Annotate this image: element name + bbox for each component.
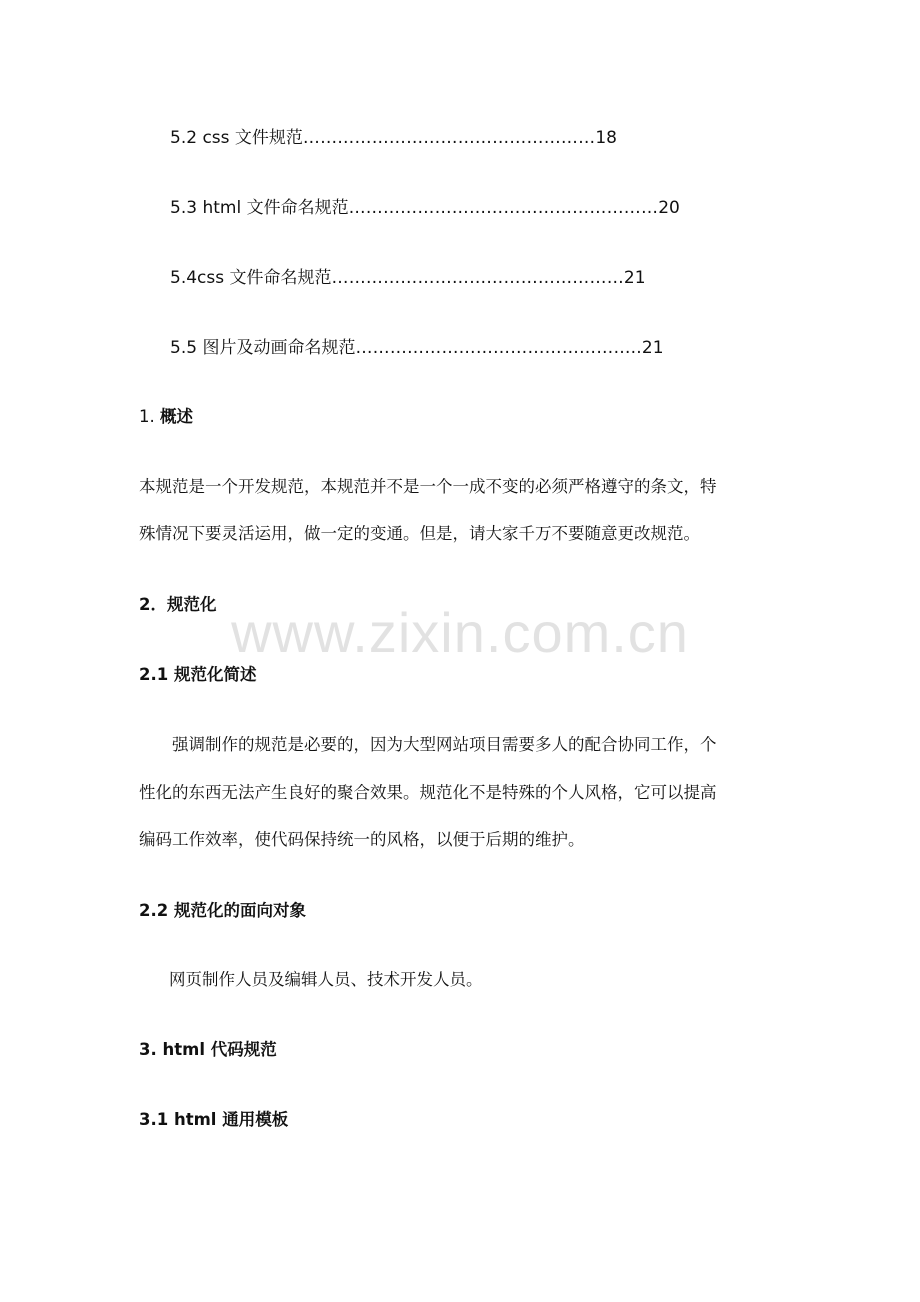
paragraph-text: 殊情况下要灵活运用，做一定的变通。但是，请大家千万不要随意更改规范。 [139,524,700,543]
toc-entry-5-2[interactable] [170,127,617,149]
section-1-paragraph-line-2 [139,523,784,545]
toc-entry-5-4[interactable] [170,267,646,289]
toc-leader-dots: ………………………………………….. [355,338,642,358]
toc-page-number: 21 [641,338,664,358]
section-number: 1. [139,407,155,426]
toc-label: 5.4css 文件命名规范 [170,268,332,288]
paragraph-text: 本规范是一个开发规范，本规范并不是一个一成不变的必须严格遵守的条文，特 [139,477,717,496]
toc-label: 5.3 html 文件命名规范 [170,198,349,218]
section-1-heading [139,406,193,428]
toc-entry-5-5[interactable] [170,337,664,359]
section-2-1-paragraph-line-2 [139,782,784,804]
toc-label: 5.2 css 文件规范 [170,128,303,148]
toc-leader-dots: …………………………………………… [302,128,596,148]
toc-leader-dots: …………………………………………… [331,268,624,288]
paragraph-text: 性化的东西无法产生良好的聚合效果。规范化不是特殊的个人风格，它可以提高 [139,783,717,802]
toc-page-number: 20 [658,198,680,218]
watermark: www.zixin.com.cn [231,601,689,664]
paragraph-text: 网页制作人员及编辑人员、技术开发人员。 [169,970,483,989]
toc-page-number: 21 [623,268,646,288]
paragraph-text: 编码工作效率，使代码保持统一的风格，以便于后期的维护。 [139,830,585,849]
section-2-2-paragraph [169,969,814,991]
section-2-1-paragraph-line-3 [139,829,784,851]
toc-label: 5.5 图片及动画命名规范 [170,338,356,358]
section-1-paragraph-line-1 [139,476,784,498]
toc-page-number: 18 [595,128,617,148]
section-2-heading: 2．规范化 [139,595,217,614]
section-2-2-heading: 2.2 规范化的面向对象 [139,901,306,920]
section-title: 概述 [160,407,193,426]
section-2-1-heading: 2.1 规范化简述 [139,665,257,684]
paragraph-text: 强调制作的规范是必要的，因为大型网站项目需要多人的配合协同工作，个 [172,735,717,754]
toc-leader-dots: ……………………………………………… [348,198,659,218]
section-2-1-paragraph-line-1 [172,734,784,756]
toc-entry-5-3[interactable] [170,197,680,219]
section-3-1-heading: 3.1 html 通用模板 [139,1110,289,1129]
section-3-heading: 3. html 代码规范 [139,1040,277,1059]
